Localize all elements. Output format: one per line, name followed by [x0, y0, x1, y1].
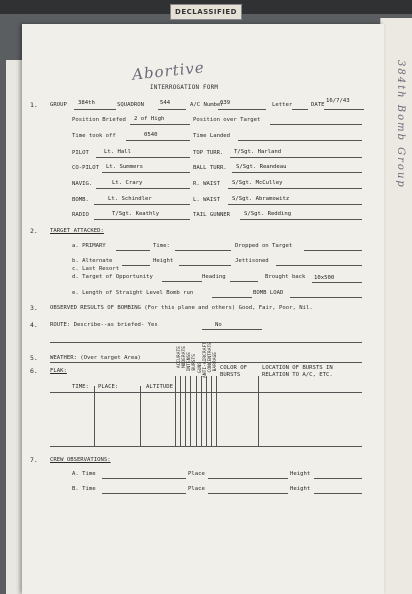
- section-number-3: 3.: [30, 304, 38, 312]
- time-took-off-label: Time took off: [72, 133, 116, 139]
- flak-col-bursts: BURSTS: [192, 354, 197, 371]
- left-waist-label: L. WAIST: [193, 197, 220, 203]
- route-label: ROUTE: Describe--as briefed- Yes: [50, 322, 158, 328]
- route-no-label: No: [215, 322, 222, 328]
- copilot-label: CO-PILOT: [72, 165, 99, 171]
- flak-col-barrage: BARRAGE: [213, 352, 218, 372]
- time-label: Time:: [153, 243, 170, 249]
- flak-color-header: COLOR OF BURSTS: [220, 365, 247, 378]
- primary-label: a. PRIMARY: [72, 243, 106, 249]
- pilot-label: PILOT: [72, 150, 89, 156]
- time-landed-label: Time Landed: [193, 133, 231, 139]
- top-turret-value: T/Sgt. Harland: [234, 149, 282, 155]
- bomb-load-label: BOMB LOAD: [253, 290, 284, 296]
- obs-a-place-label: Place: [188, 471, 205, 477]
- dropped-on-target-label: Dropped on Target: [235, 243, 293, 249]
- section-number-5: 5.: [30, 354, 38, 362]
- right-waist-value: S/Sgt. McCulley: [232, 180, 283, 186]
- squadron-value: 544: [160, 100, 171, 106]
- left-waist-value: S/Sgt. Abramowitz: [232, 196, 290, 202]
- tail-gunner-value: S/Sgt. Redding: [244, 211, 292, 217]
- section-number-1: 1.: [30, 101, 38, 109]
- observed-results-label: OBSERVED RESULTS OF BOMBING (For this plane and others) Good, Fair, Poor, Nil.: [50, 305, 313, 311]
- brought-back-label: Brought back: [265, 274, 306, 280]
- flak-col-moderate: MODERATE: [182, 346, 187, 369]
- declassified-stamp: DECLASSIFIED: [170, 4, 242, 20]
- flak-col-concentrate: CONCENTRATE: [208, 342, 213, 373]
- form-title: INTERROGATION FORM: [150, 85, 219, 91]
- obs-b-height-label: Height: [290, 486, 311, 492]
- crew-observations-label: CREW OBSERVATIONS:: [50, 457, 111, 463]
- top-turret-label: TOP TURR.: [193, 150, 224, 156]
- bombardier-label: BOMB.: [72, 197, 89, 203]
- flak-col-guns: GUNS: [198, 362, 203, 374]
- alternate-label: b. Alternate: [72, 258, 113, 264]
- position-over-target-label: Position over Target: [193, 117, 261, 123]
- ball-turret-label: BALL TURR.: [193, 165, 227, 171]
- last-resort-label: c. Last Resort: [72, 266, 120, 272]
- group-value: 384th: [78, 100, 95, 106]
- radio-value: T/Sgt. Keathly: [112, 211, 160, 217]
- height-label: Height: [153, 258, 174, 264]
- radio-label: RADIO: [72, 212, 89, 218]
- flak-col-accurate: ACCURATE: [177, 346, 182, 369]
- letter-label: Letter: [272, 102, 293, 108]
- ball-turret-value: S/Sgt. Reandeau: [236, 164, 287, 170]
- flak-altitude-header: ALTITUDE: [146, 384, 173, 390]
- flak-col-anti-aircraft: ANTI-AIRCRAFT: [203, 342, 208, 378]
- section-number-6: 6.: [30, 367, 38, 375]
- date-value: 16/7/43: [326, 98, 350, 104]
- navigator-value: Lt. Crary: [112, 180, 143, 186]
- group-label: GROUP: [50, 102, 67, 108]
- position-briefed-label: Position Briefed: [72, 117, 126, 123]
- tail-gunner-label: TAIL GUNNER: [193, 212, 231, 218]
- obs-a-height-label: Height: [290, 471, 311, 477]
- time-took-off-value: 0540: [144, 132, 158, 138]
- flak-location-header: LOCATION OF BURSTS IN RELATION TO A/C, ETC.: [262, 365, 333, 378]
- ac-number-label: A/C Number: [190, 102, 224, 108]
- obs-a-time-label: A. Time: [72, 471, 96, 477]
- target-of-opportunity-label: d. Target of Opportunity: [72, 274, 153, 280]
- flak-time-header: TIME:: [72, 384, 89, 390]
- right-waist-label: R. WAIST: [193, 181, 220, 187]
- date-label: DATE: [311, 102, 325, 108]
- back-page-handwriting: 384th Bomb Group: [395, 60, 406, 189]
- navigator-label: NAVIG.: [72, 181, 93, 187]
- bombardier-value: Lt. Schindler: [108, 196, 152, 202]
- obs-b-time-label: B. Time: [72, 486, 96, 492]
- target-attacked-heading: TARGET ATTACKED:: [50, 228, 104, 234]
- weather-label: WEATHER: (Over target Area): [50, 355, 141, 361]
- copilot-value: Lt. Summers: [106, 164, 144, 170]
- interrogation-form-page: [22, 24, 384, 594]
- obs-b-place-label: Place: [188, 486, 205, 492]
- bomb-run-length-label: e. Length of Straight Level Bomb run: [72, 290, 194, 296]
- handwritten-annotation: Abortive: [131, 58, 206, 84]
- jettisoned-label: Jettisoned: [235, 258, 269, 264]
- ac-number-value: 039: [220, 100, 231, 106]
- flak-place-header: PLACE:: [98, 384, 119, 390]
- flak-label: FLAK:: [50, 368, 67, 374]
- section-number-7: 7.: [30, 456, 38, 464]
- squadron-label: SQUADRON: [117, 102, 144, 108]
- pilot-value: Lt. Hall: [104, 149, 131, 155]
- heading-label: Heading: [202, 274, 226, 280]
- section-number-4: 4.: [30, 321, 38, 329]
- position-briefed-value: 2 of High: [134, 116, 165, 122]
- brought-back-value: 10x500: [314, 275, 335, 281]
- section-number-2: 2.: [30, 227, 38, 235]
- flak-col-intense: INTENSE: [187, 352, 192, 372]
